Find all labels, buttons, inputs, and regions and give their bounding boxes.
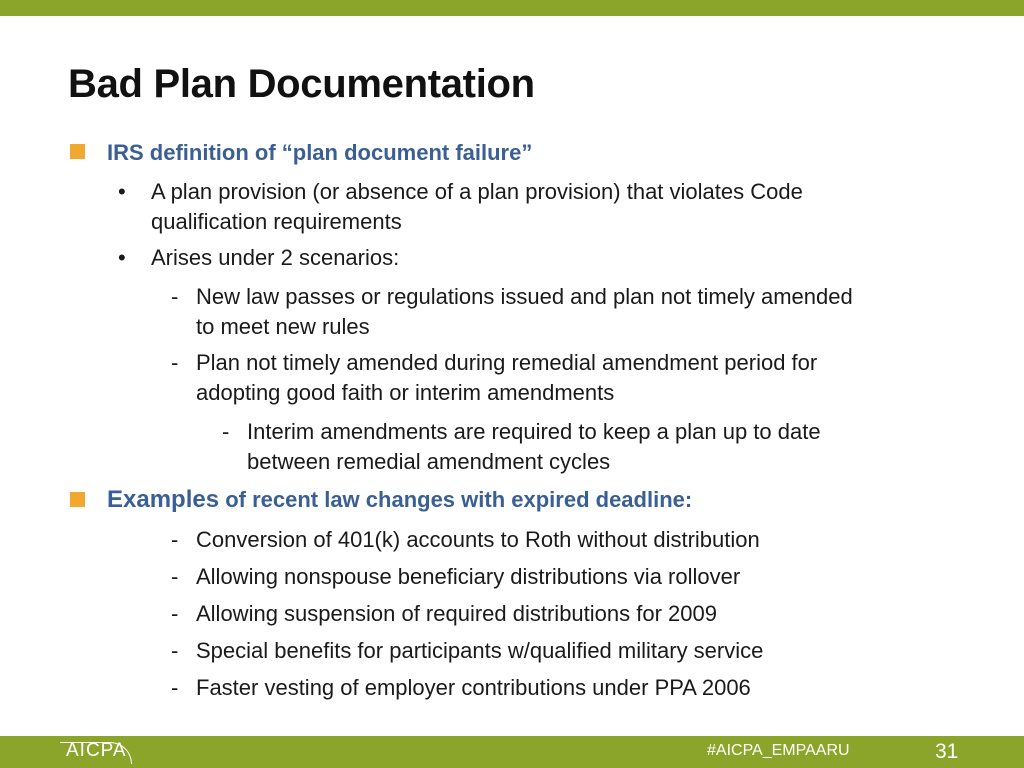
- slide-title: Bad Plan Documentation: [68, 62, 535, 106]
- section-heading-irs: IRS definition of “plan document failure”: [107, 140, 533, 165]
- scenario-text: adopting good faith or interim amendments: [196, 380, 615, 405]
- sub-item-text: between remedial amendment cycles: [247, 449, 611, 474]
- page-number: 31: [935, 740, 959, 763]
- example-item: Allowing suspension of required distributions for 2009: [196, 601, 717, 626]
- heading-rest: of recent law changes with expired deadline:: [219, 487, 693, 512]
- sub-item-text: Interim amendments are required to keep a plan up to date: [247, 419, 821, 444]
- scenario-text: New law passes or regulations issued and plan not timely amended: [196, 284, 853, 309]
- dash-marker: -: [171, 675, 179, 700]
- bullet-marker: •: [118, 245, 126, 270]
- top-accent-bar: [0, 0, 1024, 16]
- footer-hashtag: #AICPA_EMPAARU: [707, 742, 850, 759]
- bullet-text: qualification requirements: [151, 209, 402, 234]
- heading-emphasis: Examples: [107, 486, 220, 513]
- dash-marker: -: [222, 419, 230, 444]
- aicpa-logo: AICPA: [66, 740, 127, 761]
- dash-marker: -: [171, 638, 179, 663]
- example-item: Special benefits for participants w/qualified military service: [196, 638, 764, 663]
- example-item: Allowing nonspouse beneficiary distributions via rollover: [196, 564, 741, 589]
- scenario-text: to meet new rules: [196, 314, 370, 339]
- scenario-text: Plan not timely amended during remedial amendment period for: [196, 350, 818, 375]
- dash-marker: -: [171, 350, 179, 375]
- example-item: Faster vesting of employer contributions under PPA 2006: [196, 675, 751, 700]
- bullet-text: Arises under 2 scenarios:: [151, 245, 400, 270]
- footer-bar: [0, 736, 1024, 768]
- dash-marker: -: [171, 564, 179, 589]
- dash-marker: -: [171, 284, 179, 309]
- bullet-marker: •: [118, 179, 126, 204]
- section-heading-examples: [107, 484, 692, 515]
- bullet-text: A plan provision (or absence of a plan provision) that violates Code: [151, 179, 803, 204]
- dash-marker: -: [171, 601, 179, 626]
- example-item: Conversion of 401(k) accounts to Roth without distribution: [196, 527, 760, 552]
- square-bullet-icon: [70, 492, 85, 507]
- square-bullet-icon: [70, 144, 85, 159]
- dash-marker: -: [171, 527, 179, 552]
